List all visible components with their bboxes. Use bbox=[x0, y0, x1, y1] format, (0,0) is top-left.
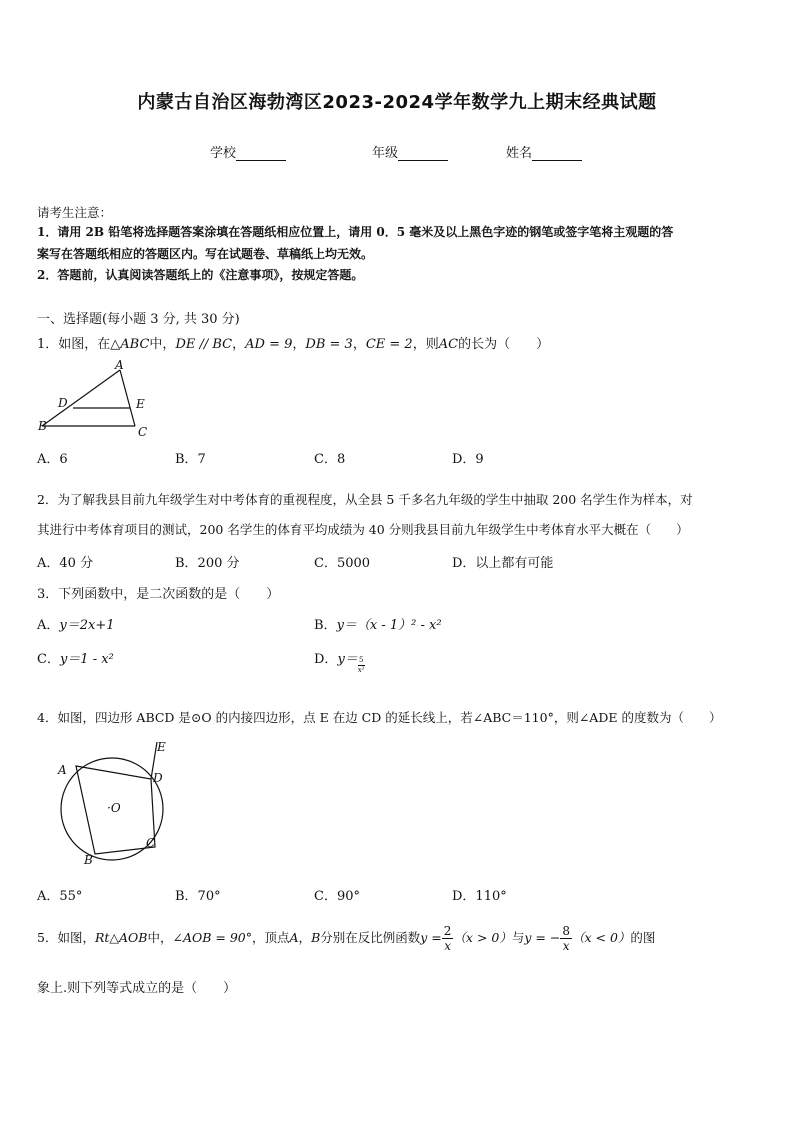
q5-func1-denominator: x bbox=[444, 939, 451, 953]
section-heading: 一、选择题(每小题 3 分, 共 30 分) bbox=[37, 312, 240, 327]
q1-label-c: C bbox=[138, 425, 148, 439]
question-5-line-1 bbox=[37, 922, 655, 954]
q5-prefix: 5．如图， bbox=[37, 930, 95, 945]
q1-target: AC bbox=[438, 337, 459, 352]
q3-option-d-lhs: y＝ bbox=[337, 652, 358, 667]
q1-sep1: ， bbox=[232, 337, 246, 352]
q3-option-a[interactable] bbox=[37, 614, 115, 633]
q5-angle: ∠AOB = 90° bbox=[172, 930, 252, 945]
q1-side-ab bbox=[42, 370, 120, 426]
q1-cond3: DB = 3 bbox=[305, 337, 353, 352]
q1-cond2: AD = 9 bbox=[245, 337, 293, 352]
q5-comma: ， bbox=[298, 930, 312, 945]
grade-label: 年级 bbox=[372, 146, 399, 161]
q1-cond4: CE = 2 bbox=[365, 337, 413, 352]
q3-option-a-expr: y＝2x+1 bbox=[59, 618, 115, 633]
q1-label-b: B bbox=[38, 419, 47, 433]
q2-option-b[interactable]: B．200 分 bbox=[175, 556, 240, 571]
q3-option-c-expr: y＝1 - x² bbox=[59, 652, 114, 667]
q4-option-c[interactable]: C．90° bbox=[314, 889, 360, 904]
q1-option-d[interactable]: D．9 bbox=[452, 452, 484, 467]
q3-option-d-numerator: 5 bbox=[358, 656, 364, 664]
school-label: 学校 bbox=[210, 146, 237, 161]
q1-sep3: ， bbox=[352, 337, 366, 352]
q5-func2-numerator: 8 bbox=[562, 924, 570, 938]
notice-item-1-line-2: 案写在答题纸相应的答题区内。写在试题卷、草稿纸上均无效。 bbox=[37, 247, 374, 261]
q4-label-c: C bbox=[146, 836, 156, 850]
question-1-stem bbox=[37, 333, 549, 352]
q1-sep2: ， bbox=[292, 337, 306, 352]
q1-prefix: 1．如图，在 bbox=[37, 337, 111, 352]
q5-mid3: 分别在反比例函数 bbox=[320, 930, 421, 945]
q5-func1-condition: （x > 0） bbox=[453, 930, 512, 945]
q1-suffix: 的长为（ ） bbox=[458, 337, 550, 352]
q3-option-b-label: B． bbox=[314, 618, 337, 633]
q5-mid2: ，顶点 bbox=[252, 930, 290, 945]
q5-func1-fraction bbox=[442, 924, 454, 953]
notice-heading: 请考生注意： bbox=[37, 205, 113, 220]
q5-mid4: 与 bbox=[511, 930, 525, 945]
q5-func1-lhs: y = bbox=[420, 930, 442, 945]
q5-func1-numerator: 2 bbox=[443, 924, 452, 938]
q3-option-b[interactable] bbox=[314, 614, 442, 633]
q3-option-d[interactable] bbox=[314, 648, 365, 675]
q2-option-a[interactable]: A．40 分 bbox=[37, 556, 94, 571]
name-blank bbox=[532, 146, 582, 161]
q3-option-d-denominator: x² bbox=[357, 666, 365, 674]
grade-blank bbox=[398, 146, 448, 161]
q1-side-ac bbox=[120, 370, 135, 426]
q3-option-c[interactable] bbox=[37, 648, 114, 667]
school-field bbox=[210, 142, 286, 161]
q5-tail: 的图 bbox=[630, 930, 656, 945]
q1-mid2: ，则 bbox=[412, 337, 439, 352]
q1-label-a: A bbox=[115, 358, 124, 372]
question-5-line-2: 象上.则下列等式成立的是（ ） bbox=[37, 981, 237, 996]
q5-func2-condition: （x < 0） bbox=[571, 930, 631, 945]
q1-option-c[interactable]: C．8 bbox=[314, 452, 346, 467]
q2-option-d[interactable]: D．以上都有可能 bbox=[452, 556, 554, 571]
q4-option-a[interactable]: A．55° bbox=[37, 889, 83, 904]
q4-label-e: E bbox=[157, 740, 166, 754]
q3-option-a-label: A． bbox=[37, 618, 60, 633]
question-2-line-2: 其进行中考体育项目的测试，200 名学生的体育平均成绩为 40 分则我县目前九年级学生中考体育水平大概在（ ） bbox=[37, 522, 689, 537]
q3-option-c-label: C． bbox=[37, 652, 60, 667]
q4-label-d: D bbox=[153, 771, 163, 785]
q1-option-b[interactable]: B．7 bbox=[175, 452, 206, 467]
page-title: 内蒙古自治区海勃湾区2023-2024学年数学九上期末经典试题 bbox=[137, 92, 657, 113]
q4-circle-figure bbox=[44, 736, 184, 868]
q5-mid1: 中， bbox=[147, 930, 173, 945]
q1-triangle-figure bbox=[30, 356, 160, 442]
school-blank bbox=[236, 146, 286, 161]
notice-item-1-line-1: 1．请用 2B 铅笔将选择题答案涂填在答题纸相应位置上，请用 0．5 毫米及以上黑色字迹的钢笔或签字笔将主观题的答 bbox=[37, 225, 674, 239]
q1-cond1: DE // BC bbox=[175, 337, 233, 352]
q3-option-d-label: D． bbox=[314, 652, 338, 667]
question-4-stem: 4．如图，四边形 ABCD 是⊙O 的内接四边形，点 E 在边 CD 的延长线上，若∠ABC＝110°，则∠ADE 的度数为（ ） bbox=[37, 710, 722, 725]
q5-func2-denominator: x bbox=[562, 939, 570, 953]
q1-label-e: E bbox=[136, 397, 145, 411]
q4-label-b: B bbox=[84, 853, 93, 867]
name-field bbox=[506, 142, 582, 161]
q1-label-d: D bbox=[58, 396, 68, 410]
grade-field bbox=[372, 142, 448, 161]
q4-option-d[interactable]: D．110° bbox=[452, 889, 507, 904]
q1-option-a[interactable]: A．6 bbox=[37, 452, 68, 467]
q5-func2-lhs: y = − bbox=[524, 930, 561, 945]
q1-triangle: △ABC bbox=[110, 337, 150, 352]
question-2-line-1: 2．为了解我县目前九年级学生对中考体育的重视程度，从全县 5 千多名九年级的学生中抽取 200 名学生作为样本，对 bbox=[37, 492, 693, 507]
notice-item-2: 2．答题前，认真阅读答题纸上的《注意事项》，按规定答题。 bbox=[37, 268, 364, 282]
q5-triangle: Rt△AOB bbox=[94, 930, 148, 945]
q5-func2-fraction bbox=[560, 924, 572, 953]
q4-label-a: A bbox=[58, 763, 67, 777]
question-3-stem: 3．下列函数中，是二次函数的是（ ） bbox=[37, 587, 280, 602]
q5-point-a: A bbox=[289, 930, 299, 945]
q3-option-d-fraction bbox=[358, 656, 365, 675]
q5-point-b: B bbox=[311, 930, 321, 945]
q3-option-b-expr: y＝（x - 1）² - x² bbox=[336, 618, 442, 633]
name-label: 姓名 bbox=[506, 146, 533, 161]
q1-mid1: 中， bbox=[149, 337, 176, 352]
q2-option-c[interactable]: C．5000 bbox=[314, 556, 371, 571]
q4-label-o: ·O bbox=[107, 801, 121, 815]
q4-option-b[interactable]: B．70° bbox=[175, 889, 221, 904]
